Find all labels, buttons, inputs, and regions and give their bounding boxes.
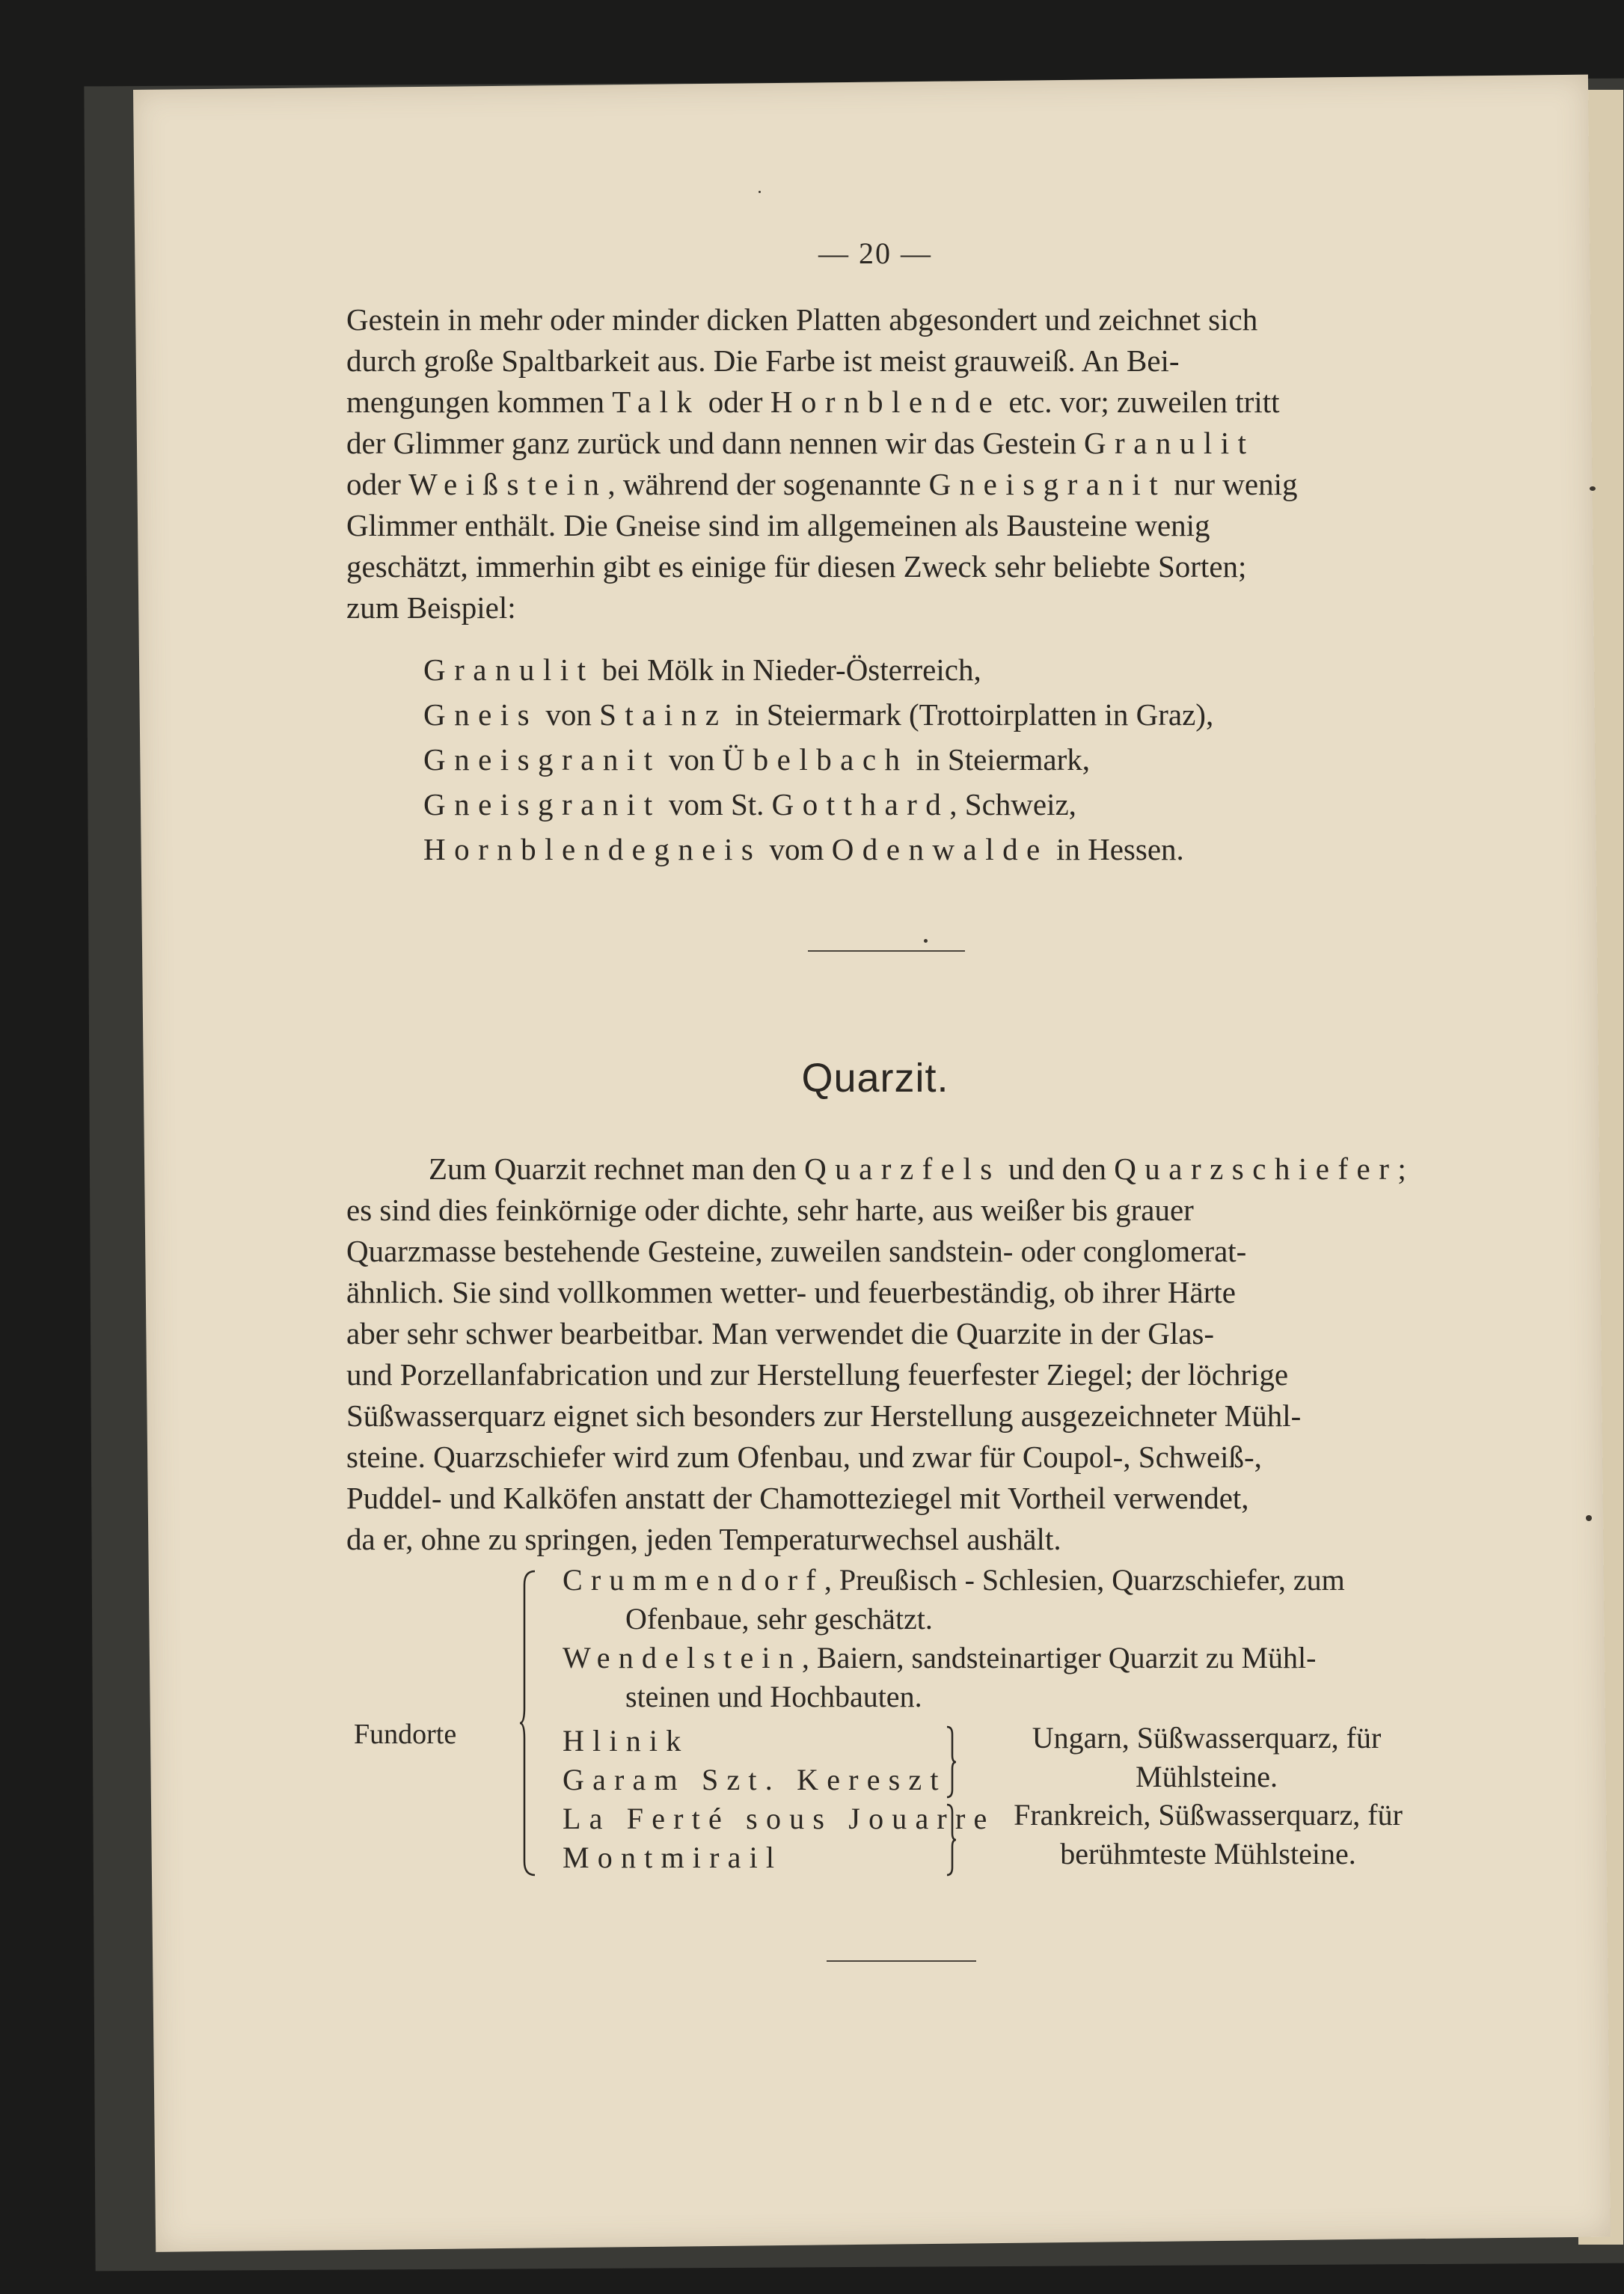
spaced-term: Übelbach: [722, 742, 909, 777]
text-run: steinen und Hochbauten.: [625, 1680, 922, 1713]
text-line: [346, 1437, 1424, 1478]
text-run: etc. vor; zuweilen tritt: [1001, 385, 1280, 419]
text-run: Quarzmasse bestehende Gesteine, zuweilen sandstein- oder conglomerat-: [346, 1234, 1247, 1268]
example-line: [423, 827, 1213, 872]
text-run: Glimmer enthält. Die Gneise sind im allgemeinen als Bausteine wenig: [346, 508, 1210, 542]
page-number: — 20 —: [818, 236, 932, 270]
text-run: vom St.: [661, 787, 772, 822]
spaced-term: Quarzschiefer: [1114, 1151, 1398, 1186]
text-run: von: [661, 742, 723, 777]
fundort-place: Hlinik: [563, 1724, 690, 1758]
spaced-term: Odenwalde: [831, 832, 1049, 866]
text-line: [346, 546, 1424, 587]
ink-speck: [1586, 1515, 1592, 1521]
spaced-term: Talk: [612, 385, 701, 419]
quarzit-paragraph: [346, 1148, 1424, 1560]
text-run: und den: [1000, 1151, 1115, 1186]
fundort-line: [563, 1600, 1445, 1639]
text-line: [346, 1272, 1424, 1313]
spaced-term: Quarzfels: [804, 1151, 1001, 1186]
text-line: [346, 1519, 1424, 1560]
text-line: [346, 1478, 1424, 1519]
text-line: [346, 299, 1424, 340]
section-heading: Quarzit.: [801, 1056, 949, 1101]
example-line: [423, 647, 1213, 692]
text-run: oder: [346, 467, 409, 501]
text-run: Ofenbaue, sehr geschätzt.: [625, 1602, 933, 1636]
text-run: steine. Quarzschiefer wird zum Ofenbau, und zwar für Coupol-, Schweiß-,: [346, 1440, 1262, 1474]
fundort-place: Garam Szt. Kereszt: [563, 1763, 947, 1796]
spaced-term: Granulit: [1083, 426, 1255, 460]
text-run: oder: [700, 385, 770, 419]
section-divider: [808, 950, 965, 952]
spaced-term: Granulit: [423, 652, 595, 687]
text-run: , während der sogenannte: [607, 467, 929, 501]
hungary-brace: [946, 1725, 956, 1799]
text-run: nur wenig: [1166, 467, 1298, 501]
spaced-term: Wendelstein: [563, 1641, 802, 1674]
text-run: , Baiern, sandsteinartiger Quarzit zu Mühl-: [801, 1641, 1317, 1674]
end-divider: [827, 1960, 976, 1962]
example-line: [423, 782, 1213, 827]
text-run: von: [538, 697, 600, 732]
fundorte-label: Fundorte: [354, 1719, 457, 1750]
text-run: in Steiermark,: [908, 742, 1091, 777]
fundort-line: [563, 1677, 1445, 1716]
text-run: der Glimmer ganz zurück und dann nennen wir das Gestein: [346, 426, 1084, 460]
note-line: Ungarn, Süßwasserquarz, für: [1032, 1721, 1382, 1755]
spaced-term: Gneis: [423, 697, 539, 732]
example-list: [423, 647, 1213, 872]
fundort-place: Montmirail: [563, 1841, 783, 1874]
intro-paragraph: [346, 299, 1424, 628]
text-line: [346, 1231, 1424, 1272]
ink-speck: [1590, 486, 1596, 491]
text-run: Puddel- und Kalköfen anstatt der Chamotteziegel mit Vortheil verwendet,: [346, 1481, 1249, 1515]
text-line: [346, 340, 1424, 382]
note-line: Frankreich, Süßwasserquarz, für: [1014, 1798, 1403, 1832]
fundort-place: La Ferté sous Jouarre: [563, 1802, 996, 1835]
text-run: zum Beispiel:: [346, 590, 516, 625]
note-line: berühmteste Mühlsteine.: [1060, 1837, 1356, 1871]
text-run: geschätzt, immerhin gibt es einige für diesen Zweck sehr beliebte Sorten;: [346, 549, 1247, 584]
text-line: [346, 1354, 1424, 1395]
fundorte-places: [563, 1722, 995, 1877]
example-line: [423, 737, 1213, 782]
spaced-term: Gneisgranit: [423, 787, 661, 822]
ink-speck: [924, 939, 928, 943]
hungary-note: [986, 1719, 1427, 1796]
text-run: ;: [1397, 1151, 1406, 1186]
spaced-term: Gotthard: [771, 787, 950, 822]
text-line: [346, 1148, 1424, 1190]
ink-speck: [759, 191, 761, 193]
text-run: und Porzellanfabrication und zur Herstellung feuerfester Ziegel; der löchrige: [346, 1357, 1289, 1392]
text-run: vom: [762, 832, 832, 866]
text-run: Süßwasserquarz eignet sich besonders zur Herstellung ausgezeichneter Mühl-: [346, 1398, 1302, 1433]
text-line: [346, 1313, 1424, 1354]
spaced-term: Hornblendegneis: [423, 832, 762, 866]
text-run: durch große Spaltbarkeit aus. Die Farbe ist meist grauweiß. An Bei-: [346, 343, 1180, 378]
text-run: in Steiermark (Trottoirplatten in Graz),: [727, 697, 1214, 732]
text-run: aber sehr schwer bearbeitbar. Man verwendet die Quarzite in der Glas-: [346, 1316, 1215, 1351]
spaced-term: Stainz: [599, 697, 728, 732]
spaced-term: Hornblende: [770, 385, 1002, 419]
text-line: [346, 1190, 1424, 1231]
text-run: bei Mölk in Nieder-Österreich,: [594, 652, 981, 687]
fundort-line: [563, 1639, 1445, 1677]
text-run: in Hessen.: [1048, 832, 1184, 866]
spaced-term: Gneisgranit: [928, 467, 1167, 501]
spaced-term: Gneisgranit: [423, 742, 661, 777]
text-run: Gestein in mehr oder minder dicken Platten abgesondert und zeichnet sich: [346, 302, 1258, 337]
text-run: , Schweiz,: [949, 787, 1076, 822]
note-line: Mühlsteine.: [1136, 1760, 1278, 1793]
text-line: [346, 1395, 1424, 1437]
text-line: [346, 587, 1424, 628]
fundort-line: [563, 1561, 1445, 1600]
fundorte-brace: [520, 1570, 536, 1877]
spaced-term: Weißstein: [408, 467, 608, 501]
france-brace: [946, 1803, 956, 1877]
text-line: [346, 423, 1424, 464]
spaced-term: Crummendorf: [563, 1563, 824, 1597]
text-run: es sind dies feinkörnige oder dichte, sehr harte, aus weißer bis grauer: [346, 1193, 1194, 1227]
text-run: Zum Quarzit rechnet man den: [429, 1151, 805, 1186]
text-run: , Preußisch - Schlesien, Quarzschiefer, zum: [824, 1563, 1345, 1597]
example-line: [423, 692, 1213, 737]
text-line: [346, 505, 1424, 546]
text-run: da er, ohne zu springen, jeden Temperaturwechsel aushält.: [346, 1522, 1061, 1556]
text-line: [346, 464, 1424, 505]
text-line: [346, 382, 1424, 423]
france-note: [972, 1796, 1444, 1874]
text-run: ähnlich. Sie sind vollkommen wetter- und feuerbeständig, ob ihrer Härte: [346, 1275, 1236, 1309]
fundorte-entries: [563, 1561, 1445, 1716]
text-run: mengungen kommen: [346, 385, 613, 419]
